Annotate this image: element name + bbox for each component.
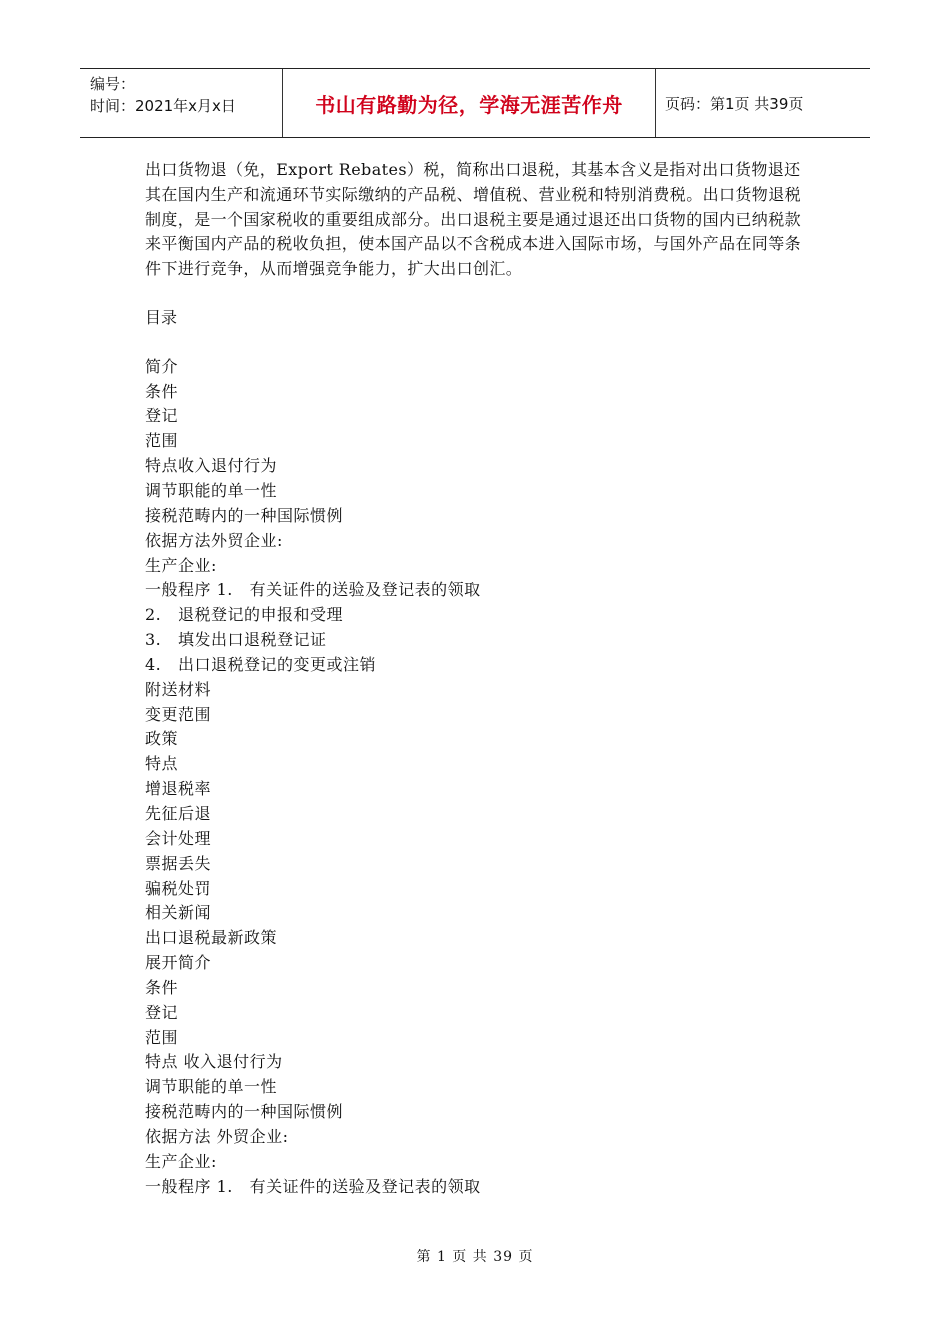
toc-title: 目录 (145, 307, 178, 327)
toc-item: 出口退税最新政策 (145, 928, 278, 948)
document-body (145, 158, 805, 1199)
page-footer: 第 1 页 共 39 页 (416, 1249, 534, 1265)
toc-item: 生产企业: (145, 555, 217, 575)
toc-item: 接税范畴内的一种国际惯例 (145, 505, 344, 525)
header-motto: 书山有路勤为径，学海无涯苦作舟 (315, 92, 623, 117)
toc-item: 简介 (145, 356, 179, 376)
toc-item: 调节职能的单一性 (145, 1077, 278, 1097)
toc-item: 范围 (145, 1027, 179, 1047)
toc-item: 增退税率 (145, 779, 212, 799)
toc-item: 一般程序 1. 有关证件的送验及登记表的领取 (145, 580, 481, 600)
header-page-number: 页码：第1页 共39页 (665, 94, 804, 113)
header-divider (655, 69, 656, 137)
intro-paragraph: 出口货物退（免，Export Rebates）税，简称出口退税，其基本含义是指对出口货物退还其在国内生产和流通环节实际缴纳的产品税、增值税、营业税和特别消费税。出口货物退税制度，是一个国家税收的重要组成部分。出口退税主要是通过退还出口货物的国内已纳税款来平衡国内产品的税收负担，使本国产品以不含税成本进入国际市场，与国外产品在同等条件下进行竞争，从而增强竞争能力，扩大出口创汇。 (145, 160, 802, 279)
toc-list (145, 355, 805, 1200)
toc-item: 登记 (145, 406, 179, 426)
toc-item: 政策 (145, 729, 179, 749)
toc-item: 调节职能的单一性 (145, 481, 278, 500)
toc-item: 附送材料 (145, 679, 212, 699)
toc-item: 会计处理 (145, 828, 212, 848)
page-header (80, 68, 870, 138)
toc-item: 变更范围 (145, 704, 212, 724)
toc-item: 接税范畴内的一种国际惯例 (145, 1102, 344, 1122)
toc-item: 依据方法外贸企业: (145, 530, 283, 550)
toc-item: 一般程序 1. 有关证件的送验及登记表的领取 (145, 1176, 481, 1196)
toc-item: 特点收入退付行为 (145, 456, 278, 476)
toc-item: 3. 填发出口退税登记证 (145, 630, 327, 650)
document-time-label: 时间：2021年x月x日 (90, 97, 236, 115)
toc-item: 先征后退 (145, 803, 212, 823)
toc-item: 2. 退税登记的申报和受理 (145, 605, 344, 625)
toc-item: 条件 (145, 381, 179, 401)
toc-item: 条件 (145, 977, 179, 997)
toc-item: 特点 收入退付行为 (145, 1052, 283, 1072)
toc-item: 4. 出口退税登记的变更或注销 (145, 654, 377, 674)
header-meta (90, 73, 280, 117)
toc-item: 依据方法 外贸企业: (145, 1126, 289, 1146)
toc-item: 展开简介 (145, 953, 212, 973)
toc-item: 生产企业: (145, 1151, 217, 1171)
toc-item: 特点 (145, 754, 179, 774)
toc-item: 票据丢失 (145, 853, 212, 873)
toc-item: 范围 (145, 431, 179, 451)
toc-item: 相关新闻 (145, 903, 212, 923)
document-code-label: 编号： (90, 75, 136, 93)
toc-item: 登记 (145, 1002, 179, 1022)
toc-item: 骗税处罚 (145, 878, 212, 898)
